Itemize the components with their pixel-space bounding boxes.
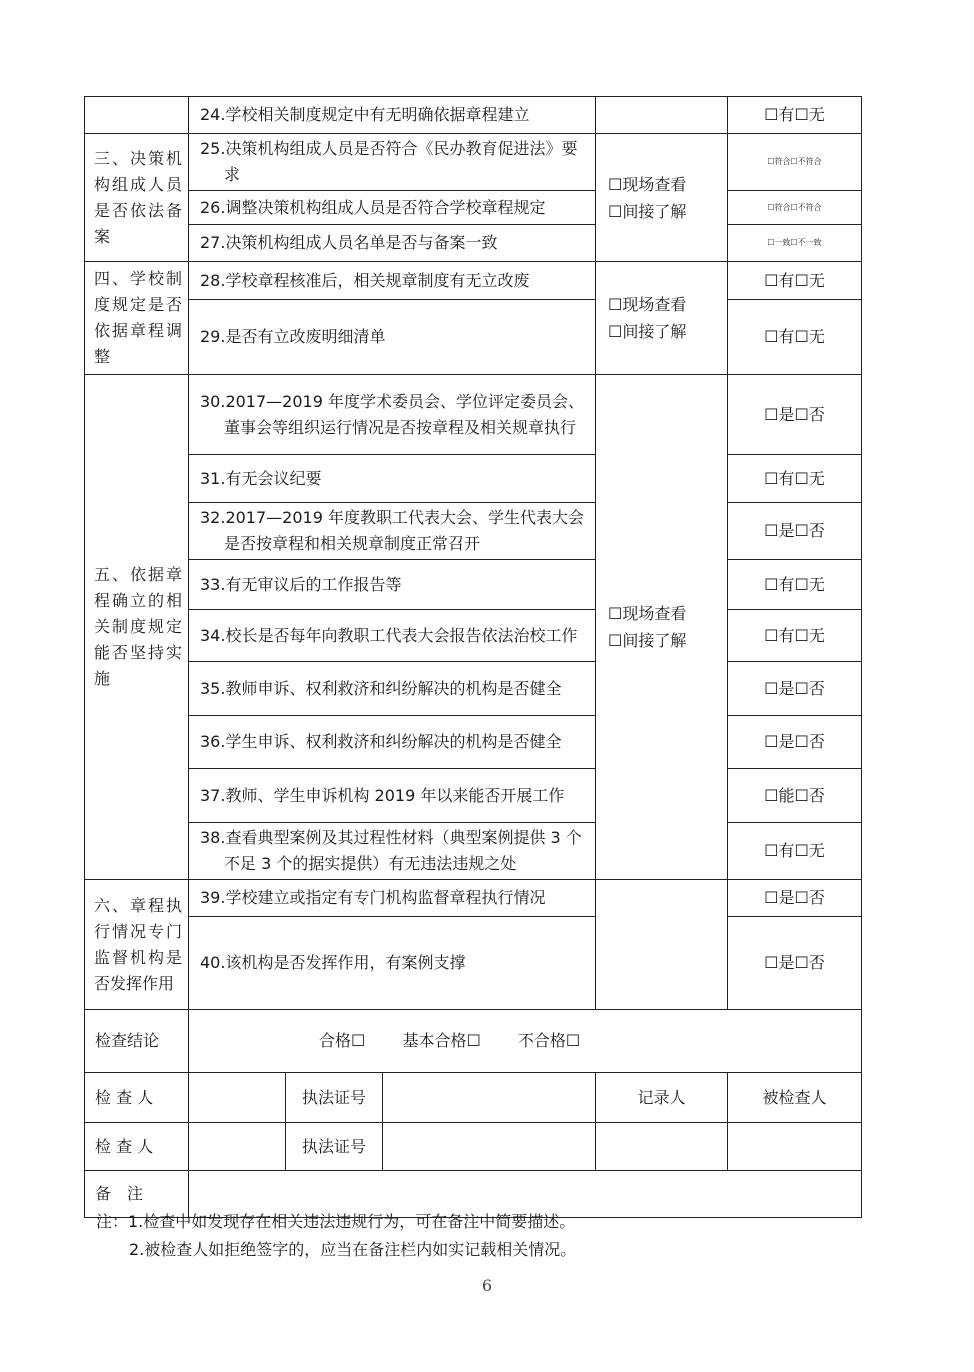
category-cell-continued [85, 97, 189, 134]
row-37 [85, 769, 862, 823]
recorder-signature-field[interactable] [596, 1123, 728, 1171]
row-26 [85, 191, 862, 225]
item-32 [189, 503, 596, 560]
item-30-text: 30.2017—2019 年度学术委员会、学位评定委员会、董事会等组织运行情况是否按章程及相关规章执行 [200, 391, 584, 437]
item-26: 26.调整决策机构组成人员是否符合学校章程规定 [189, 191, 596, 225]
indirect-check-checkbox[interactable]: ☐间接了解 [608, 201, 687, 221]
answer-34[interactable]: ☐有☐无 [728, 610, 862, 662]
answer-27[interactable]: ☐一致☐不一致 [728, 225, 862, 262]
item-34 [189, 610, 596, 662]
method-cell-6-empty [596, 880, 728, 1010]
row-33 [85, 560, 862, 610]
row-30 [85, 375, 862, 455]
item-25-text: 25.决策机构组成人员是否符合《民办教育促进法》要求 [200, 139, 578, 184]
item-31: 31.有无会议纪要 [189, 455, 596, 503]
answer-33[interactable]: ☐有☐无 [728, 560, 862, 610]
item-36 [189, 716, 596, 769]
item-25 [189, 134, 596, 191]
conclusion-label: 检查结论 [85, 1010, 189, 1073]
method-cell-3 [596, 134, 728, 262]
indirect-check-checkbox[interactable]: ☐间接了解 [608, 322, 687, 341]
note-2: 2.被检查人如拒绝签字的，应当在备注栏内如实记载相关情况。 [129, 1240, 577, 1259]
item-27: 27.决策机构组成人员名单是否与备案一致 [189, 225, 596, 262]
row-31 [85, 455, 862, 503]
remarks-label: 备 注 [85, 1171, 189, 1218]
license-number-field[interactable] [383, 1123, 596, 1171]
item-28: 28.学校章程核准后，相关规章制度有无立改废 [189, 262, 596, 300]
inspector-signature-field[interactable] [189, 1123, 286, 1171]
answer-32[interactable]: ☐是☐否 [728, 503, 862, 560]
answer-28[interactable]: ☐有☐无 [728, 262, 862, 300]
category-5: 五、依据章程确立的相关制度规定能否坚持实施 [85, 375, 189, 880]
category-4: 四、学校制度规定是否依据章程调整 [85, 262, 189, 375]
conclusion-row [85, 1010, 862, 1073]
note-1: 注：1.检查中如发现存在相关违法违规行为，可在备注中简要描述。 [96, 1212, 576, 1231]
answer-25[interactable]: ☐符合☐不符合 [728, 134, 862, 191]
inspectee-signature-field[interactable] [728, 1123, 862, 1171]
inspector-row-1 [85, 1073, 862, 1123]
answer-36[interactable]: ☐是☐否 [728, 716, 862, 769]
item-29: 29.是否有立改废明细清单 [189, 300, 596, 375]
conclusion-basic-pass-checkbox[interactable]: 基本合格☐ [402, 1031, 481, 1050]
item-40: 40.该机构是否发挥作用，有案例支撑 [189, 917, 596, 1010]
answer-26[interactable]: ☐符合☐不符合 [728, 191, 862, 225]
item-24: 24.学校相关制度规定中有无明确依据章程建立 [189, 97, 596, 134]
item-39: 39.学校建立或指定有专门机构监督章程执行情况 [189, 880, 596, 917]
onsite-check-checkbox[interactable]: ☐现场查看 [608, 604, 687, 623]
license-label: 执法证号 [286, 1073, 383, 1123]
row-32 [85, 503, 862, 560]
conclusion-fail-checkbox[interactable]: 不合格☐ [517, 1031, 581, 1050]
item-38-text: 38.查看典型案例及其过程性材料（典型案例提供 3 个不足 3 个的据实提供）有无违法违规之处 [200, 828, 582, 873]
onsite-check-checkbox[interactable]: ☐现场查看 [608, 174, 687, 194]
indirect-check-checkbox[interactable]: ☐间接了解 [608, 631, 687, 650]
inspector-row-2 [85, 1123, 862, 1171]
method-cell-empty [596, 97, 728, 134]
item-35-text: 35.教师申诉、权利救济和纠纷解决的机构是否健全 [200, 678, 562, 698]
category-3: 三、决策机构组成人员是否依法备案 [85, 134, 189, 262]
row-39 [85, 880, 862, 917]
row-40 [85, 917, 862, 1010]
item-34-text: 34.校长是否每年向教职工代表大会报告依法治校工作 [200, 625, 578, 645]
answer-40[interactable]: ☐是☐否 [728, 917, 862, 1010]
onsite-check-checkbox[interactable]: ☐现场查看 [608, 295, 687, 314]
row-25 [85, 134, 862, 191]
row-27 [85, 225, 862, 262]
answer-24[interactable]: ☐有☐无 [728, 97, 862, 134]
license-number-field[interactable] [383, 1073, 596, 1123]
answer-30[interactable]: ☐是☐否 [728, 375, 862, 455]
conclusion-options [189, 1010, 862, 1073]
page-number: 6 [481, 1276, 493, 1295]
row-24 [85, 97, 862, 134]
item-37 [189, 769, 596, 823]
answer-37[interactable]: ☐能☐否 [728, 769, 862, 823]
item-30 [189, 375, 596, 455]
recorder-label: 记录人 [596, 1073, 728, 1123]
answer-29[interactable]: ☐有☐无 [728, 300, 862, 375]
inspection-table [84, 96, 862, 1218]
method-cell-5 [596, 375, 728, 880]
row-29 [85, 300, 862, 375]
row-35 [85, 662, 862, 716]
license-label: 执法证号 [286, 1123, 383, 1171]
row-36 [85, 716, 862, 769]
notes [96, 1208, 576, 1264]
inspectee-label: 被检查人 [728, 1073, 862, 1123]
row-28 [85, 262, 862, 300]
item-37-text: 37.教师、学生申诉机构 2019 年以来能否开展工作 [200, 785, 565, 805]
answer-38[interactable]: ☐有☐无 [728, 823, 862, 880]
inspector-signature-field[interactable] [189, 1073, 286, 1123]
item-35 [189, 662, 596, 716]
item-36-text: 36.学生申诉、权利救济和纠纷解决的机构是否健全 [200, 732, 562, 751]
answer-35[interactable]: ☐是☐否 [728, 662, 862, 716]
answer-39[interactable]: ☐是☐否 [728, 880, 862, 917]
item-32-text: 32.2017—2019 年度教职工代表大会、学生代表大会是否按章程和相关规章制度正常召开 [200, 508, 584, 553]
inspector-label: 检 查 人 [85, 1073, 189, 1123]
answer-31[interactable]: ☐有☐无 [728, 455, 862, 503]
category-6: 六、章程执行情况专门监督机构是否发挥作用 [85, 880, 189, 1010]
row-38 [85, 823, 862, 880]
method-cell-4 [596, 262, 728, 375]
inspector-label: 检 查 人 [85, 1123, 189, 1171]
row-34 [85, 610, 862, 662]
conclusion-pass-checkbox[interactable]: 合格☐ [319, 1031, 366, 1050]
item-38 [189, 823, 596, 880]
item-33: 33.有无审议后的工作报告等 [189, 560, 596, 610]
